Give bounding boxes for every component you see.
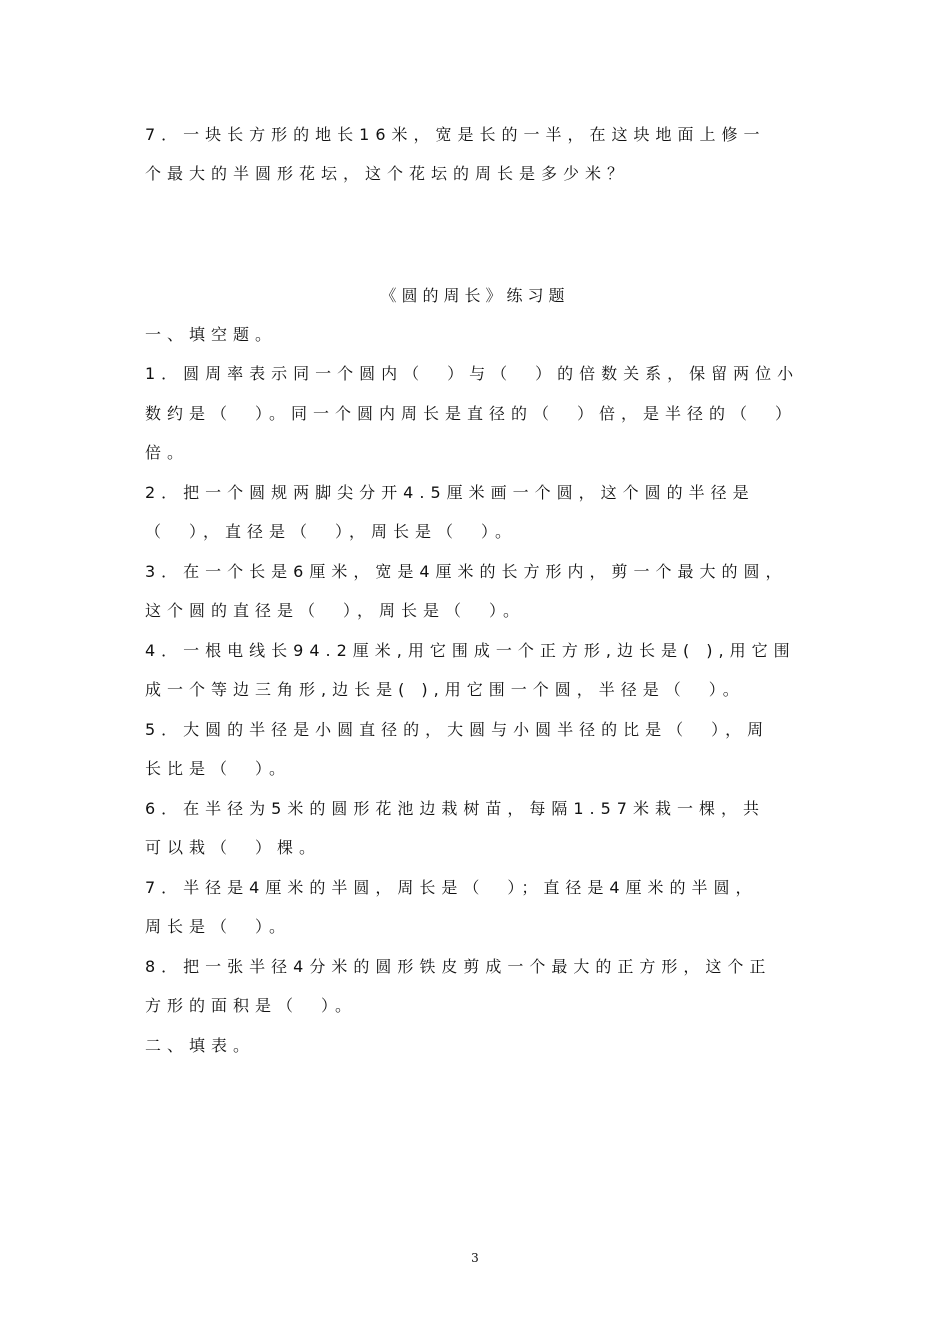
- question-1-line-2: 数约是（ ）。同一个圆内周长是直径的（ ）倍，是半径的（ ）: [145, 404, 798, 423]
- question-7-line-1: 7．半径是4厘米的半圆，周长是（ ）；直径是4厘米的半圆，: [145, 878, 758, 897]
- question-2-line-2: （ ），直径是（ ），周长是（ ）。: [145, 522, 518, 541]
- question-3-line-1: 3．在一个长是6厘米，宽是4厘米的长方形内，剪一个最大的圆，: [145, 562, 788, 581]
- question-8-line-1: 8．把一张半径4分米的圆形铁皮剪成一个最大的正方形，这个正: [145, 957, 772, 976]
- question-2-line-1: 2．把一个圆规两脚尖分开4.5厘米画一个圆，这个圆的半径是: [145, 483, 755, 502]
- problem-7-line-2: 个最大的半圆形花坛，这个花坛的周长是多少米？: [145, 164, 630, 183]
- question-1-line-3: 倍。: [145, 443, 190, 462]
- section-2-heading: 二、填表。: [145, 1036, 256, 1055]
- page-number: 3: [471, 1251, 479, 1265]
- question-3-line-2: 这个圆的直径是（ ），周长是（ ）。: [145, 601, 526, 620]
- question-4-line-2: 成一个等边三角形,边长是( ),用它围一个圆，半径是（ ）。: [145, 680, 745, 699]
- question-4-line-1: 4．一根电线长94.2厘米,用它围成一个正方形,边长是( ),用它围: [145, 641, 796, 660]
- question-6-line-2: 可以栽（ ）棵。: [145, 838, 322, 857]
- question-1-line-1: 1．圆周率表示同一个圆内（ ）与（ ）的倍数关系，保留两位小: [145, 364, 800, 383]
- question-8-line-2: 方形的面积是（ ）。: [145, 996, 358, 1015]
- question-7-line-2: 周长是（ ）。: [145, 917, 292, 936]
- problem-7-line-1: 7．一块长方形的地长16米，宽是长的一半，在这块地面上修一: [145, 125, 766, 144]
- question-5-line-1: 5．大圆的半径是小圆直径的，大圆与小圆半径的比是（ ），周: [145, 720, 770, 739]
- question-6-line-1: 6．在半径为5米的圆形花池边栽树苗，每隔1.57米栽一棵，共: [145, 799, 765, 818]
- question-5-line-2: 长比是（ ）。: [145, 759, 292, 778]
- section-1-heading: 一、填空题。: [145, 325, 278, 344]
- worksheet-title: 《圆的周长》练习题: [380, 286, 570, 305]
